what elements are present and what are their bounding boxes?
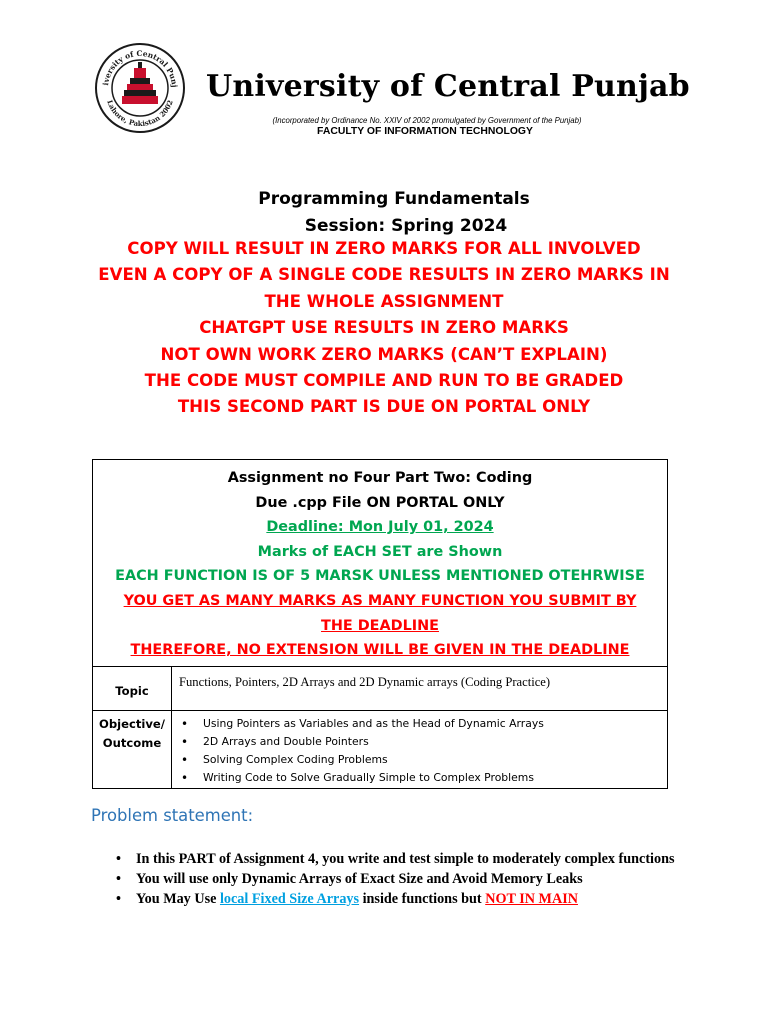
warning-line: THE WHOLE ASSIGNMENT (264, 291, 504, 311)
warning-line: THIS SECOND PART IS DUE ON PORTAL ONLY (177, 397, 591, 417)
objective-item: • 2D Arrays and Double Pointers (177, 733, 544, 751)
objective-label-line-2: Outcome (102, 736, 162, 750)
objective-label (93, 715, 171, 753)
problem-bullet-list (116, 851, 676, 911)
assignment-deadline: Deadline: Mon July 01, 2024 (266, 519, 494, 536)
faculty-name: FACULTY OF INFORMATION TECHNOLOGY (317, 126, 533, 137)
assignment-title: Assignment no Four Part Two: Coding (227, 470, 533, 486)
problem-bullet: • You will use only Dynamic Arrays of Exact Size and Avoid Memory Leaks (116, 871, 676, 888)
seal-text-top: iversity of Central Punj (101, 48, 180, 88)
assignment-due: Due .cpp File ON PORTAL ONLY (255, 494, 505, 511)
assignment-header (93, 460, 667, 666)
assignment-no-extension: THEREFORE, NO EXTENSION WILL BE GIVEN IN THE DEADLINE (130, 642, 630, 659)
topic-value: Functions, Pointers, 2D Arrays and 2D Dynamic arrays (Coding Practice) (179, 675, 551, 689)
assignment-marks: Marks of EACH SET are Shown (257, 543, 503, 560)
warning-line: THE CODE MUST COMPILE AND RUN TO BE GRADED (144, 371, 624, 391)
objective-item: • Writing Code to Solve Gradually Simple to Complex Problems (177, 769, 544, 787)
ordinance-note: (Incorporated by Ordinance No. XXIV of 2002 promulgated by Government of the Punjab) (272, 116, 582, 125)
seal-tower-emblem (122, 62, 158, 104)
problem-bullet: • In this PART of Assignment 4, you write and test simple to moderately complex functions (116, 851, 676, 868)
objective-list (177, 715, 544, 787)
warning-line: COPY WILL RESULT IN ZERO MARKS FOR ALL INVOLVED (127, 239, 641, 258)
objective-label-line-1: Objective/ (98, 717, 166, 731)
objective-item: • Using Pointers as Variables and as the Head of Dynamic Arrays (177, 715, 544, 733)
problem-statement-heading: Problem statement: (91, 806, 254, 825)
local-arrays-link[interactable]: local Fixed Size Arrays (219, 891, 360, 907)
problem-bullet-middle: inside functions but (359, 891, 486, 907)
university-name: University of Central Punjab (206, 69, 690, 104)
problem-bullet (116, 891, 676, 908)
assignment-submit-line-1: YOU GET AS MANY MARKS AS MANY FUNCTION YOU SUBMIT BY (123, 592, 637, 609)
seal-text-bottom: Lahore, Pakistan 2002 (105, 98, 175, 129)
not-in-main-emphasis: NOT IN MAIN (485, 891, 578, 907)
warning-line: NOT OWN WORK ZERO MARKS (CAN’T EXPLAIN) (160, 344, 608, 364)
warning-list (0, 236, 768, 421)
problem-bullet-prefix: You May Use (136, 891, 220, 907)
assignment-table (92, 459, 668, 789)
topic-label: Topic (115, 684, 149, 698)
course-title: Programming Fundamentals (258, 189, 530, 209)
university-seal (94, 42, 186, 134)
warning-line: EVEN A COPY OF A SINGLE CODE RESULTS IN ZERO MARKS IN (98, 265, 670, 285)
objective-item: • Solving Complex Coding Problems (177, 751, 544, 769)
assignment-function-marks: EACH FUNCTION IS OF 5 MARSK UNLESS MENTIONED OTEHRWISE (115, 568, 645, 585)
warning-line: CHATGPT USE RESULTS IN ZERO MARKS (199, 318, 569, 338)
assignment-submit-line-2: THE DEADLINE (321, 617, 439, 634)
topic-row (93, 666, 667, 710)
course-session: Session: Spring 2024 (304, 216, 508, 236)
objective-row (93, 710, 667, 789)
table-column-divider (171, 666, 172, 789)
